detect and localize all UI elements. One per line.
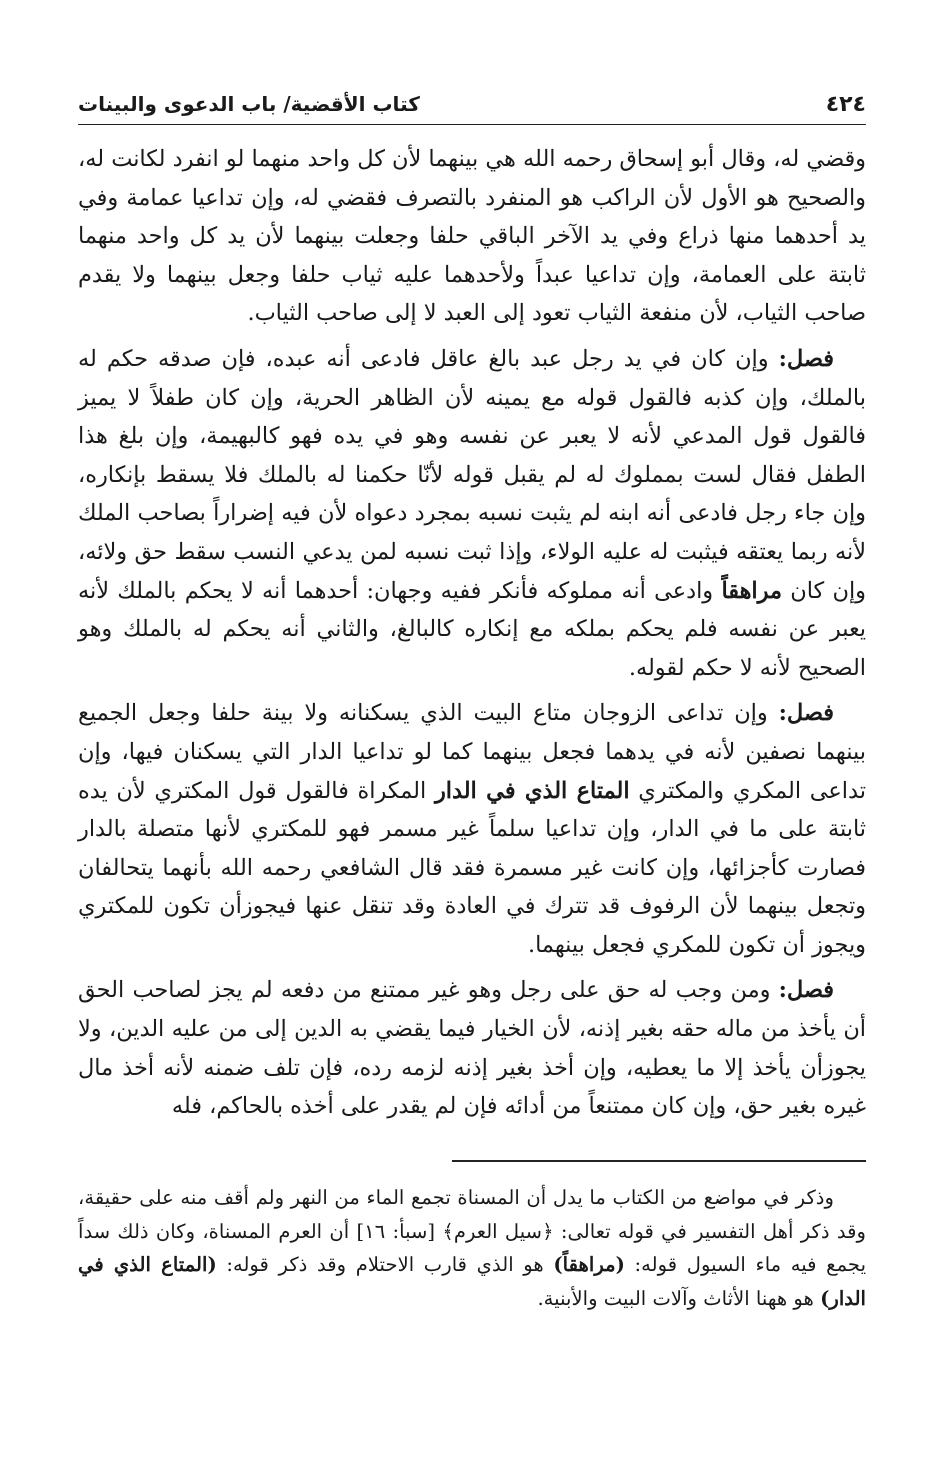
paragraph-4-text: ومن وجب له حق على رجل وهو غير ممتنع من دفعه لم يجز لصاحب الحق أن يأخذ من ماله حقه بغير إذنه، لأن الخيار فيما يقضي به الدين إلى من عليه الدين، ولا يجوزأن يأخذ إلا ما يعطيه، وإن أخذ بغير إذنه لزمه رده، فإن تلف ضمنه لأنه أخذ مال غيره بغير حق، وإن كان ممتنعاً من أدائه فإن لم يقدر على أخذه بالحاكم، فله	[78, 977, 866, 1120]
paragraph-2-text-a: وإن كان في يد رجل عبد بالغ عاقل فادعى أنه عبده، فإن صدقه حكم له بالملك، وإن كذبه فالقول قوله مع يمينه لأن الظاهر الحرية، وإن كان طفلاً لا يميز فالقول قول المدعي لأنه لا يعبر عن نفسه وهو في يده فهو كالبهيمة، وإن بلغ هذا الطفل فقال لست بمملوك له لم يقبل قوله لأنّا حكمنا له بالملك فلا يسقط بإنكاره، وإن جاء رجل فادعى أنه ابنه لم يثبت نسبه بمجرد دعواه لأن فيه إضراراً بصاحب الملك لأنه ربما يعتقه فيثبت له عليه الولاء، وإذا ثبت نسبه لمن يدعي النسب سقط حق ولائه، وإن كان	[78, 345, 866, 604]
bold-term: مراهقاً	[721, 577, 782, 604]
paragraph-2	[78, 340, 866, 687]
main-text	[78, 140, 866, 1133]
paragraph-1	[78, 140, 866, 333]
footnote-text-a: وذكر في مواضع من الكتاب ما يدل أن المسناة تجمع الماء من النهر ولم أقف منه على حقيقة، وقد ذكر أهل التفسير في قوله تعالى: ﴿سيل العرم﴾ [سبأ: ١٦] أن العرم المسناة، وكان ذلك سداً يجمع فيه ماء السيول قوله:	[78, 1186, 867, 1276]
paragraph-3-text-b: المكراة فالقول قول المكتري لأن يده ثابتة على ما في الدار، وإن تداعيا سلماً غير مسمر فهو للمكتري لأنها متصلة بالدار فصارت كأجزائها، وإن كانت غير مسمرة فقد قال الشافعي رحمه الله بأنهما يتحالفان وتجعل بينهما لأن الرفوف قد تترك في العادة وقد تنقل عنها فيجوزأن تكون للمكتري ويجوز أن تكون للمكري فجعل بينهما.	[78, 777, 866, 958]
footnote-separator	[452, 1160, 866, 1162]
paragraph-4	[78, 971, 866, 1125]
footnote-text-c: هو ههنا الأثاث وآلات البيت والأبنية.	[537, 1286, 814, 1310]
footnote-paragraph	[78, 1181, 866, 1315]
page-number: ٤٢٤	[825, 92, 866, 117]
page-header	[78, 92, 866, 125]
section-label: فصل:	[778, 700, 834, 727]
section-label: فصل:	[778, 977, 835, 1004]
footnote-term-1: (مراهقاً)	[553, 1253, 625, 1276]
running-title: كتاب الأقضية/ باب الدعوى والبينات	[78, 92, 420, 116]
footnote-text-b: هو الذي قارب الاحتلام وقد ذكر قوله:	[226, 1253, 544, 1276]
footnotes	[78, 1181, 866, 1315]
paragraph-2-text-b: وادعى أنه مملوكه فأنكر ففيه وجهان: أحدهما أنه لا يحكم بالملك لأنه يعبر عن نفسه فلم يحكم بملكه مع إنكاره كالبالغ، والثاني أنه يحكم له بالملك وهو الصحيح لأنه لا حكم لقوله.	[78, 577, 866, 681]
section-label: فصل:	[778, 345, 834, 372]
paragraph-1-text: وقضي له، وقال أبو إسحاق رحمه الله هي بينهما لأن كل واحد منهما لو انفرد لكانت له، والصحيح هو الأول لأن الراكب هو المنفرد بالتصرف فقضي له، وإن تداعيا عمامة وفي يد أحدهما منها ذراع وفي يد الآخر الباقي حلفا وجعلت بينهما لأن يد كل واحد منهما ثابتة على العمامة، وإن تداعيا عبداً ولأحدهما عليه ثياب حلفا وجعل بينهما ولا يقدم صاحب الثياب، لأن منفعة الثياب تعود إلى العبد لا إلى صاحب الثياب.	[78, 146, 866, 327]
footnote-term-2: (المتاع الذي في الدار)	[78, 1253, 866, 1310]
bold-term: المتاع الذي في الدار	[434, 777, 630, 804]
paragraph-3	[78, 694, 866, 964]
paragraph-3-text-a: وإن تداعى الزوجان متاع البيت الذي يسكنانه ولا بينة حلفا وجعل الجميع بينهما نصفين لأنه في يدهما فجعل بينهما كما لو تداعيا الدار التي يسكنان فيها، وإن تداعى المكري والمكتري	[78, 700, 866, 804]
